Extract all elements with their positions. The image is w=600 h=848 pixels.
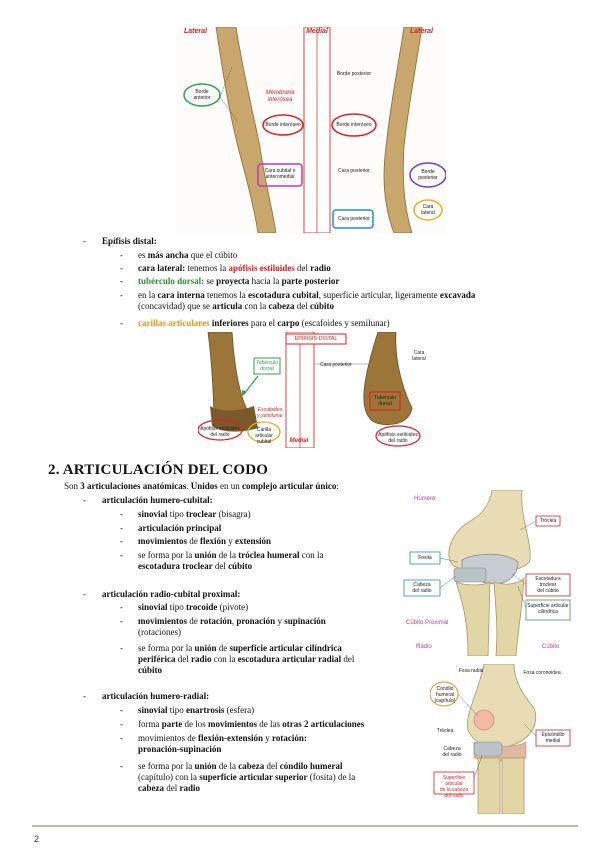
dash: - — [120, 602, 123, 612]
epifisis-line-1: es más ancha que el cúbito — [138, 250, 238, 260]
dash: - — [120, 276, 123, 286]
label-borde-anterior: Borde anterior — [193, 89, 211, 101]
section-title: 2. ARTICULACIÓN DEL CODO — [48, 462, 269, 478]
label-medial-2: Medial — [289, 438, 309, 444]
hc-line-1: sinovial tipo troclear (bisagra) — [138, 509, 251, 519]
label-troclea-4: Tróclea — [436, 728, 454, 734]
dash: - — [120, 616, 123, 626]
hr-line-2: forma parte de los movimientos de las otras 2 articulaciones — [138, 719, 365, 729]
dash: - — [83, 691, 86, 701]
label-cara-posterior-2: Cara posterior — [320, 362, 352, 368]
dash: - — [83, 495, 86, 505]
label-troclea: Tróclea — [539, 518, 557, 524]
dash: - — [120, 263, 123, 273]
dash: - — [83, 589, 86, 599]
dash: - — [120, 536, 123, 546]
hc-line-3: movimientos de flexión y extensión — [138, 536, 271, 546]
dash: - — [120, 509, 123, 519]
label-superficie-articular-superior: Superficie articular de la cabeza del radio — [439, 775, 469, 799]
label-borde-interoseo-left: Borde interóseo — [265, 122, 301, 128]
hr-line-5: se forma por la unión de la cabeza del cóndilo humeral (capítulo) con la superficie articular superior (fosita) de la cabeza del radio — [138, 761, 356, 793]
label-borde-posterior-right: Borde posterior — [418, 169, 438, 181]
label-cubito: Cúbito — [542, 644, 560, 650]
hr-line-3: movimientos de flexión-extensión y rotación: pronación-supinación — [138, 733, 307, 754]
epifisis-line-6: carillas articulares inferiores para el carpo (escafoides y semilunar) — [138, 318, 390, 328]
rc-line-2: movimientos de rotación, pronación y supinación (rotaciones) — [138, 616, 326, 637]
label-cara-posterior-mid: Cara posterior — [338, 168, 370, 174]
label-membrana: Membrana interósea — [265, 90, 295, 103]
label-carillas-escafoides: Escafoides y semilunar — [257, 407, 283, 419]
dash: - — [120, 318, 123, 328]
figure-distal-epiphysis — [198, 332, 432, 448]
rc-line-1: sinovial tipo trocoide (pivote) — [138, 602, 249, 612]
page-number: 2 — [34, 834, 40, 844]
label-epicondilo-medial: Epicóndilo medial — [541, 732, 565, 744]
radio-cubital-heading: articulación radio-cubital proximal: — [102, 589, 241, 599]
label-fosita: Fosita — [418, 555, 432, 561]
label-apofisis-estiloides: Apófisis estiloides del radio — [200, 426, 240, 438]
forearm-bones-illustration — [176, 27, 446, 233]
elbow-joint-illustration — [402, 490, 574, 656]
label-fosa-radial: Fosa radial — [458, 668, 484, 674]
epifisis-line-2: cara lateral: tenemos la apófisis estiloides del radio — [138, 263, 331, 273]
dash: - — [120, 733, 123, 743]
label-tuberculo-dorsal-2: Tubérculo dorsal — [373, 395, 397, 407]
label-radio: Radio — [416, 644, 432, 650]
figure-forearm-bones — [176, 27, 446, 233]
humero-cubital-heading: articulación humero-cubital: — [102, 495, 213, 505]
dash: - — [120, 643, 123, 653]
hc-line-2: articulación principal — [138, 523, 222, 533]
figure-elbow-joint — [402, 490, 574, 656]
rc-line-3: se forma por la unión de superficie articular cilíndrica periférica del radio con la escotadura articular radial del cúbito — [138, 643, 355, 675]
hr-line-1: sinovial tipo enartrosis (esfera) — [138, 705, 255, 715]
label-borde-posterior-top: Borde posterior — [336, 71, 372, 77]
dash: - — [120, 705, 123, 715]
dash: - — [120, 550, 123, 560]
label-cara-lateral-2: Cara lateral — [412, 350, 426, 362]
label-fosa-coronoidea: Fosa coronoidea — [523, 670, 561, 676]
label-epifisis-distal: EPÍFISIS DISTAL — [294, 336, 338, 342]
dash: - — [120, 523, 123, 533]
epifisis-heading: Epífisis distal: — [102, 236, 157, 246]
dash: - — [120, 250, 123, 260]
humero-radial-heading: articulación humero-radial: — [102, 691, 210, 701]
label-cabeza-radio-4: Cabeza del radio — [442, 746, 462, 758]
label-cubito-proximal: Cúbito Proximal — [406, 620, 449, 626]
label-lateral-left: Lateral — [184, 28, 207, 35]
label-cabeza-radio-3: Cabeza del radio — [412, 582, 432, 594]
epifisis-line-4: en la cara interna tenemos la escotadura cubital, superficie articular, ligeramente excavada (concavidad) que se articula con la cabeza del cúbito — [138, 290, 476, 311]
label-apofisis-estiloides-2: Apófisis estiloides del radio — [378, 432, 418, 444]
section-intro: Son 3 articulaciones anatómicas. Unidos en un complejo articular único: — [64, 481, 339, 491]
label-capitulo: Cóndilo humeral (capítulo) — [434, 686, 456, 704]
hc-line-4: se forma por la unión de la tróclea humeral con la escotadura troclear del cúbito — [138, 550, 324, 571]
figure-humero-radial — [430, 664, 574, 814]
label-superficie-cilindrica: Superficie articular cilíndrica — [527, 603, 569, 615]
dash: - — [120, 290, 123, 300]
footer-divider — [32, 825, 578, 827]
bullet-dash: - — [83, 236, 86, 246]
dash: - — [120, 761, 123, 771]
epifisis-line-3: tubérculo dorsal: se proyecta hacia la parte posterior — [138, 276, 340, 286]
dash: - — [120, 719, 123, 729]
label-lateral-right: Lateral — [410, 28, 433, 35]
label-escotadura-troclear: Escotadura troclear del cúbito — [535, 576, 561, 594]
label-humero: Húmero — [414, 496, 436, 502]
label-carilla-cubital: Carilla articular cubital — [255, 427, 273, 445]
label-cara-cubital: Cara cubital o anteromedial — [264, 168, 296, 180]
label-borde-interoseo-right: Borde interóseo — [336, 122, 372, 128]
label-cara-posterior-bottom: Cara posterior — [338, 216, 370, 222]
label-cara-lateral: Cara lateral — [421, 204, 435, 216]
label-medial: Medial — [306, 28, 328, 35]
label-tuberculo-dorsal: Tubérculo dorsal — [256, 360, 278, 372]
